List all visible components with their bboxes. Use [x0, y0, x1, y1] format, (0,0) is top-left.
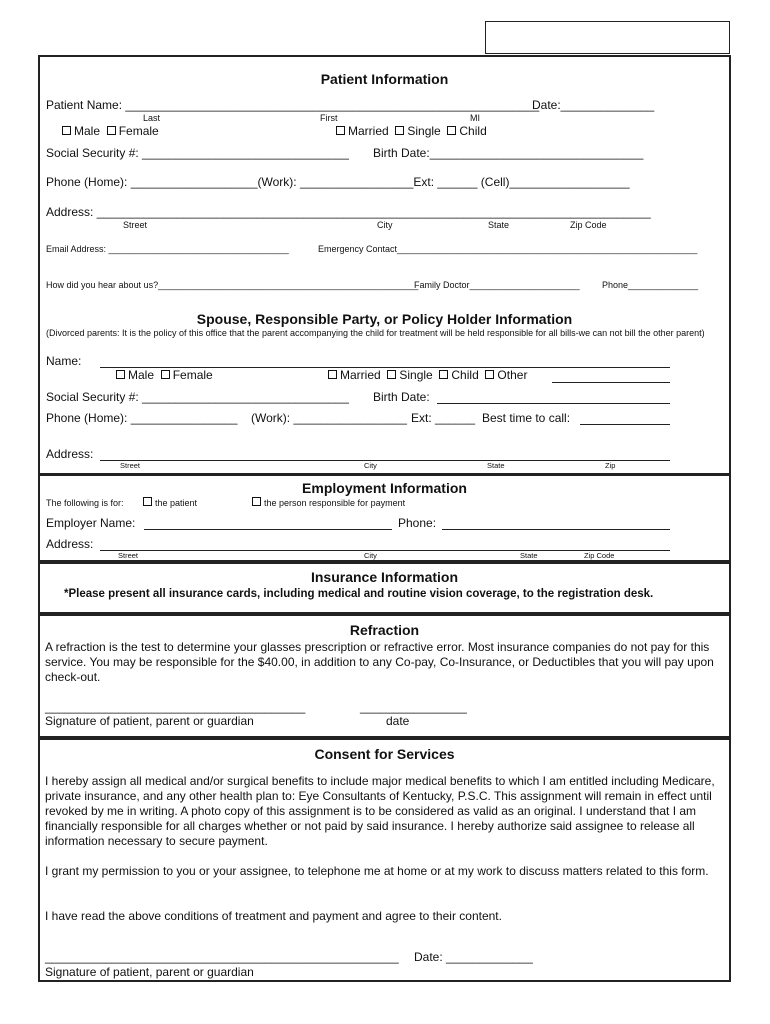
- refraction-sig-line[interactable]: _______________________________________: [45, 700, 306, 714]
- opt-responsible-label: the person responsible for payment: [264, 498, 406, 508]
- consent-title: Consent for Services: [314, 746, 455, 762]
- emp-sub-street: Street: [118, 551, 139, 560]
- spouse-name-label: Name:: [46, 354, 82, 368]
- employer-name-label: Employer Name:: [46, 516, 136, 530]
- male-label: Male: [74, 124, 101, 138]
- spouse-female-label: Female: [172, 368, 213, 382]
- sub-city: City: [377, 220, 393, 230]
- spouse-birth-label: Birth Date:: [373, 390, 430, 404]
- spouse-gender-row: [116, 368, 213, 382]
- consent-paragraph-2: I grant my permission to you or your assignee, to telephone me at home or at my work to discuss matters related to this form.: [45, 864, 709, 878]
- spouse-birth-line[interactable]: [437, 403, 670, 404]
- email-field[interactable]: Email Address: ____________________________________: [46, 244, 289, 254]
- patient-birth-field[interactable]: Birth Date:________________________________: [373, 146, 644, 160]
- doctor-phone-field[interactable]: Phone______________: [602, 280, 699, 290]
- opt-patient-checkbox[interactable]: [143, 497, 152, 506]
- insurance-section: [38, 562, 731, 614]
- insurance-title: Insurance Information: [310, 569, 459, 585]
- male-checkbox[interactable]: [62, 126, 71, 135]
- female-label: Female: [118, 124, 159, 138]
- employer-phone-line[interactable]: [442, 529, 670, 530]
- opt-patient-label: the patient: [155, 498, 198, 508]
- consent-paragraph-3: I have read the above conditions of treatment and payment and agree to their content.: [45, 909, 502, 923]
- female-checkbox[interactable]: [107, 126, 116, 135]
- spouse-sub-zip: Zip: [605, 461, 616, 470]
- refraction-section: [38, 614, 731, 738]
- best-time-line[interactable]: [580, 424, 670, 425]
- spouse-single-label: Single: [399, 368, 433, 382]
- spouse-sub-street: Street: [120, 461, 141, 470]
- patient-gender-row: [62, 124, 159, 138]
- spouse-female-checkbox[interactable]: [161, 370, 170, 379]
- insurance-note: *Please present all insurance cards, including medical and routine vision coverage, to the registration desk.: [64, 588, 654, 600]
- spouse-marital-row: [328, 368, 527, 382]
- spouse-sub-state: State: [487, 461, 505, 470]
- spouse-address-label: Address:: [46, 447, 94, 461]
- refraction-date-label: date: [386, 714, 410, 728]
- child-label: Child: [459, 124, 487, 138]
- spouse-male-label: Male: [128, 368, 155, 382]
- married-label: Married: [348, 124, 389, 138]
- refraction-title: Refraction: [349, 622, 420, 638]
- refraction-sig-label: Signature of patient, parent or guardian: [45, 714, 254, 728]
- spouse-child-checkbox[interactable]: [439, 370, 448, 379]
- patient-info-title: Patient Information: [320, 71, 449, 87]
- employment-opt-patient: [143, 497, 197, 508]
- emp-sub-zip: Zip Code: [584, 551, 615, 560]
- spouse-married-label: Married: [340, 368, 381, 382]
- employment-title: Employment Information: [302, 480, 467, 496]
- refraction-date-line[interactable]: ________________: [360, 700, 467, 714]
- emp-sub-city: City: [364, 551, 377, 560]
- employer-name-line[interactable]: [144, 529, 392, 530]
- sub-first: First: [320, 113, 338, 123]
- sub-mi: MI: [470, 113, 480, 123]
- single-checkbox[interactable]: [395, 126, 404, 135]
- sub-last: Last: [143, 113, 161, 123]
- spouse-ssn-field[interactable]: Social Security #: _______________________________: [46, 390, 349, 404]
- employer-address-label: Address:: [46, 537, 94, 551]
- spouse-other-line[interactable]: [552, 382, 670, 383]
- spouse-ext[interactable]: Ext: ______: [411, 411, 476, 425]
- spouse-child-label: Child: [451, 368, 479, 382]
- office-use-box: [485, 21, 730, 54]
- patient-ssn-field[interactable]: Social Security #: _______________________________: [46, 146, 349, 160]
- child-checkbox[interactable]: [447, 126, 456, 135]
- refraction-text: A refraction is the test to determine your glasses prescription or refractive error. Most insurance companies do not pay for this service. You may be responsible for the $40.00, in addition to any Co-pay, Co-Insurance, or Deductibles that you will pay upon check-out.: [45, 640, 714, 684]
- patient-marital-row: [336, 124, 487, 138]
- spouse-info-title: Spouse, Responsible Party, or Policy Holder Information: [196, 311, 573, 327]
- family-doctor-field[interactable]: Family Doctor______________________: [414, 280, 580, 290]
- spouse-phone-home[interactable]: Phone (Home): ________________: [46, 411, 238, 425]
- consent-sig-label: Signature of patient, parent or guardian: [45, 965, 254, 979]
- patient-name-field[interactable]: Patient Name: ______________________________________________________________: [46, 98, 540, 112]
- consent-date-field[interactable]: Date: _____________: [414, 950, 533, 964]
- employment-for-label: The following is for:: [46, 498, 124, 508]
- emergency-contact-field[interactable]: Emergency Contact____________________________________________________________: [318, 244, 698, 254]
- single-label: Single: [407, 124, 441, 138]
- spouse-other-checkbox[interactable]: [485, 370, 494, 379]
- employer-phone-label: Phone:: [398, 516, 437, 530]
- sub-street: Street: [123, 220, 148, 230]
- spouse-married-checkbox[interactable]: [328, 370, 337, 379]
- patient-phone-field[interactable]: Phone (Home): ___________________(Work): _________________Ext: ______ (Cell)__________________: [46, 175, 630, 189]
- referral-field[interactable]: How did you hear about us?____________________________________________________: [46, 280, 419, 290]
- patient-address-field[interactable]: Address: ___________________________________________________________________________________: [46, 205, 651, 219]
- sub-state: State: [488, 220, 510, 230]
- patient-section: [38, 55, 731, 475]
- consent-section: [38, 738, 731, 982]
- spouse-phone-work[interactable]: (Work): _________________: [251, 411, 407, 425]
- spouse-male-checkbox[interactable]: [116, 370, 125, 379]
- employment-opt-responsible: [252, 497, 405, 508]
- best-time-label: Best time to call:: [482, 411, 571, 425]
- employment-section: [38, 474, 731, 562]
- opt-responsible-checkbox[interactable]: [252, 497, 261, 506]
- spouse-other-label: Other: [497, 368, 528, 382]
- spouse-sub-city: City: [364, 461, 377, 470]
- married-checkbox[interactable]: [336, 126, 345, 135]
- consent-paragraph-1: I hereby assign all medical and/or surgical benefits to include major medical benefits to which I am entitled including Medicare, private insurance, and any other health plan to: Eye Consultants of Kentucky, P.S.C. This assignment will remain in effect until revoked by me in writing. A photo copy of this assignment is to be considered as valid as an original. I understand that I am financially responsible for all charges whether or not paid by said insurance. I hereby authorize said assignee to release all information necessary to secure payment.: [45, 774, 715, 848]
- patient-date-field[interactable]: Date:______________: [532, 98, 655, 112]
- spouse-address-line[interactable]: [100, 460, 670, 461]
- emp-sub-state: State: [520, 551, 538, 560]
- divorced-note: (Divorced parents: It is the policy of this office that the parent accompanying the child for treatment will be held responsible for all bills-we can not bill the other parent): [46, 328, 705, 338]
- sub-zip: Zip Code: [570, 220, 607, 230]
- consent-sig-line[interactable]: _____________________________________________________: [45, 950, 399, 964]
- spouse-single-checkbox[interactable]: [387, 370, 396, 379]
